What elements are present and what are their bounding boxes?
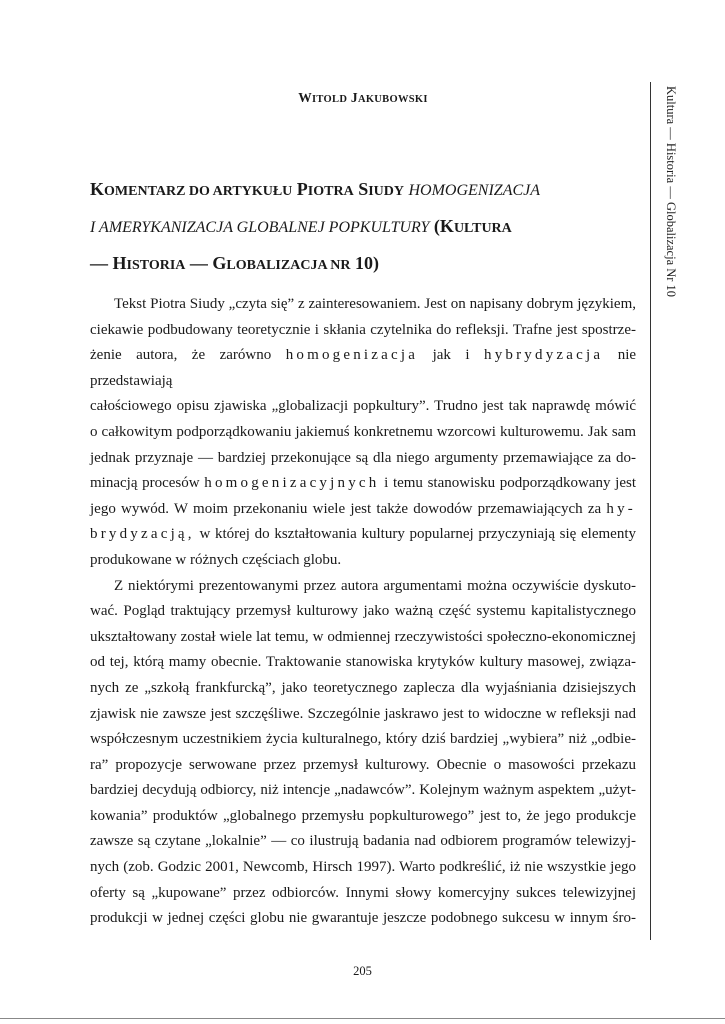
margin-rule: [650, 82, 651, 940]
text-line: o całkowitym podporządkowaniu jakiemuś konkretnemu wzorcowi kulturowemu. Jak sam: [90, 423, 636, 440]
text-line: nych (zob. Godzic 2001, Newcomb, Hirsch 1997). Warto podkreślić, iż nie wszystkie jego: [90, 859, 636, 876]
running-head: Kultura — Historia — Globalizacja Nr 10: [664, 86, 678, 298]
text-line: od tej, którą mamy obecnie. Traktowanie stanowiska krytyków kultury masowej, związa-: [90, 654, 636, 671]
text-line: żenie autora, że zarówno homogenizacja jak i hybrydyzacja nie przedstawiają: [90, 347, 637, 389]
article-body: [90, 292, 636, 932]
text-line: Tekst Piotra Siudy „czyta się” z zainteresowaniem. Jest on napisany dobrym językiem,: [114, 296, 636, 312]
text-line: zjawisk nie zawsze jest szczęśliwe. Szczególnie jaskrawo jest to widoczne w refleksji nad: [90, 705, 636, 722]
title-line-2: I AMERYKANIZACJA GLOBALNEJ POPKULTURY (KULTURA: [90, 216, 512, 236]
text-line: ciekawie podbudowany teoretycznie i skłania czytelnika do refleksji. Trafne jest spostrze-: [90, 321, 636, 338]
page-number: 205: [353, 964, 372, 978]
text-line: nych ze „szkołą frankfurcką”, jako teoretycznego zaplecza dla wyjaśniania dzisiejszych: [90, 679, 636, 696]
text-line: ra” propozycje serwowane przez przemysł kulturowy. Obecnie o masowości przekazu: [90, 756, 636, 773]
page-edge-rule: [0, 1018, 725, 1019]
title-line-1: KOMENTARZ DO ARTYKUŁU PIOTRA SIUDY HOMOGENIZACJA: [90, 179, 541, 199]
title-line-3: — HISTORIA — GLOBALIZACJA NR 10): [90, 253, 380, 273]
text-line: minacją procesów homogenizacyjnych i temu stanowisku podporządkowany jest: [90, 475, 637, 492]
text-line: produkcji w jednej części globu nie gwarantuje jeszcze podobnego sukcesu w innym śro-: [90, 910, 636, 927]
text-line: kowania” produktów „globalnego przemysłu popkulturowego” jest to, że jego produkcje: [90, 807, 636, 824]
text-line: jednak przyznaje — bardziej przekonujące są dla niego argumenty przemawiające za do-: [90, 449, 636, 466]
text-line: wać. Pogląd traktujący przemysł kulturowy jako ważną część systemu kapitalistycznego: [90, 603, 636, 620]
text-line: zawsze są czytane „lokalnie” — co ilustrują badania nad odbiorem programów telewizyj-: [90, 833, 636, 850]
article-title: [90, 172, 636, 283]
text-line: Z niektórymi prezentowanymi przez autora argumentami można oczywiście dyskuto-: [114, 577, 636, 594]
text-line: oferty są „kupowane” przez odbiorców. Innymi słowy komercyjny sukces telewizyjnej: [90, 884, 636, 901]
text-line: ukształtowany został wiele lat temu, w odmiennej rzeczywistości społeczno-ekonomicznej: [90, 628, 636, 645]
author-name: WITOLD JAKUBOWSKI: [298, 90, 428, 105]
text-line: współczesnym uczestnikiem życia kulturalnego, który dziś bardziej „wybiera” niż „odbie-: [90, 731, 636, 748]
text-line: bardziej decydują odbiorcy, niż intencje „nadawców”. Kolejnym ważnym aspektem „użyt-: [90, 782, 636, 799]
text-line: jego wywód. W moim przekonaniu wiele jest także dowodów przemawiających za hy-: [90, 500, 636, 517]
text-line: brydyzacją, w której do kształtowania kultury popularnej przyczyniają się elementy: [90, 526, 637, 543]
paragraph-1: [90, 292, 636, 574]
text-line: całościowego opisu zjawiska „globalizacji popkultury”. Trudno jest tak naprawdę mówić: [90, 398, 636, 415]
text-line: produkowane w różnych częściach globu.: [90, 551, 342, 568]
paragraph-2: [90, 574, 636, 932]
